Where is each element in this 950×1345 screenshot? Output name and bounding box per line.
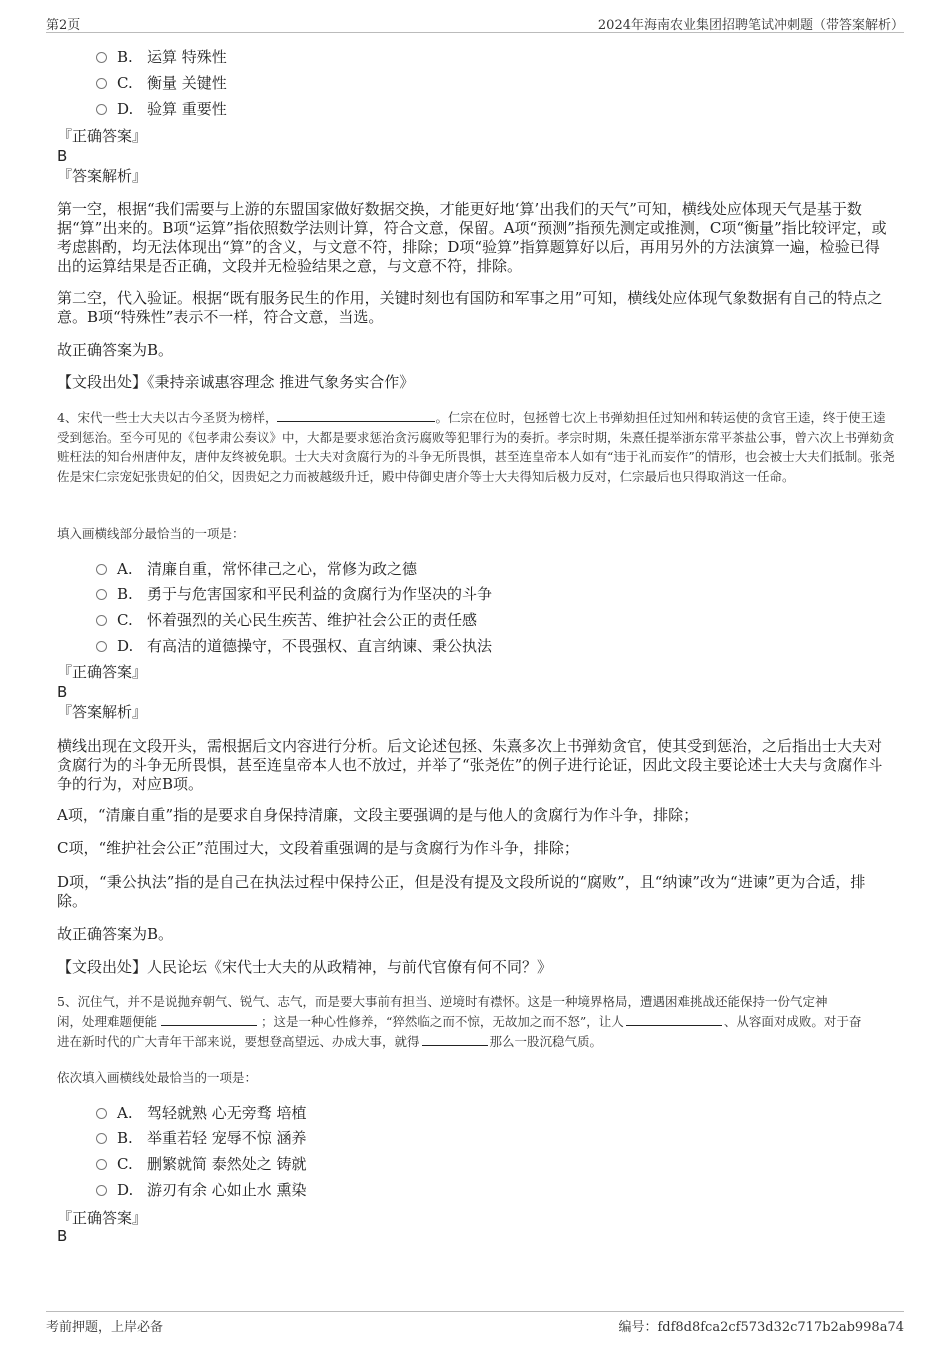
page-footer [46,1311,904,1336]
q5-option-c[interactable]: C. 删繁就简 泰然处之 铸就 [96,1153,307,1175]
q4-analysis-paragraph: A项，“清廉自重”指的是要求自身保持清廉，文段主要强调的是与他人的贪腐行为作斗争，排除； [57,806,699,824]
page-header [46,14,904,33]
q4-prompt: 填入画横线部分最恰当的一项是： [57,526,245,541]
fill-blank [277,409,435,422]
radio-icon[interactable] [96,1185,107,1196]
q5-option-d[interactable]: D. 游刃有余 心如止水 熏染 [96,1179,307,1201]
q4-option-a[interactable]: A. 清廉自重，常怀律己之心，常修为政之德 [96,558,417,580]
fill-blank [161,1013,257,1026]
q3-analysis-label: 『答案解析』 [57,167,148,185]
q5-option-b[interactable]: B. 举重若轻 宠辱不惊 涵养 [96,1127,307,1149]
q4-conclusion: 故正确答案为B。 [57,925,174,943]
q3-answer: B [57,147,68,165]
q4-analysis-paragraph: D项，“秉公执法”指的是自己在执法过程中保持公正，但是没有提及文段所说的“腐败”，且“纳谏”改为“进谏”更为合适，排除。 [57,873,866,910]
q5-answer: B [57,1227,68,1245]
q3-option-d[interactable]: D. 验算 重要性 [96,98,227,120]
q4-analysis-paragraph: C项，“维护社会公正”范围过大，文段着重强调的是与贪腐行为作斗争，排除； [57,839,579,857]
q3-analysis-paragraph: 第一空，根据“我们需要与上游的东盟国家做好数据交换，才能更好地‘算’出我们的天气”可知，横线处应体现天气是基于数据“算”出来的。B项“运算”指依照数学法则计算，符合文意，保留。A项“预测”指预先测定或推测，C项“衡量”指比较评定，或考虑斟酌，均无法体现出“算”的含义，与文意不符，排除；D项“验算”指算题算好以后，再用另外的方法演算一遍，检验已得出的运算结果是否正确，文段并无检验结果之意，与文意不符，排除。 [57,200,887,275]
q3-source: 【文段出处】《秉持亲诚惠容理念 推进气象务实合作》 [57,373,415,391]
page-number: 第2页 [46,18,81,33]
radio-icon[interactable] [96,589,107,600]
q3-correct-answer-label: 『正确答案』 [57,127,148,145]
q5-prompt: 依次填入画横线处最恰当的一项是： [57,1070,258,1085]
q5-stem-line: 5、沉住气，并不是说抛弃朝气、锐气、志气，而是要大事前有担当、逆境时有襟怀。这是一种境界格局，遭遇困难挑战还能保持一份气定神 [57,994,828,1009]
q4-option-d[interactable]: D. 有高洁的道德操守，不畏强权、直言纳谏、秉公执法 [96,635,492,657]
q3-option-c[interactable]: C. 衡量 关键性 [96,72,227,94]
q5-correct-answer-label: 『正确答案』 [57,1209,148,1227]
q4-analysis-label: 『答案解析』 [57,703,148,721]
q3-conclusion: 故正确答案为B。 [57,341,174,359]
radio-icon[interactable] [96,52,107,63]
radio-icon[interactable] [96,1108,107,1119]
q4-analysis-paragraph: 横线出现在文段开头，需根据后文内容进行分析。后文论述包拯、朱熹多次上书弹劾贪官，使其受到惩治，之后指出士大夫对贪腐行为的斗争无所畏惧，甚至连皇帝本人也不放过，并举了“张尧佐”的例子进行论证，因此文段主要论述士大夫与贪腐作斗争的行为，对应B项。 [57,737,883,793]
radio-icon[interactable] [96,78,107,89]
q3-analysis-paragraph: 第二空，代入验证。根据“既有服务民生的作用，关键时刻也有国防和军事之用”可知，横线处应体现气象数据有自己的特点之意。B项“特殊性”表示不一样，符合文意，当选。 [57,289,883,326]
fill-blank [626,1013,722,1026]
fill-blank [422,1033,488,1046]
radio-icon[interactable] [96,1159,107,1170]
q4-option-b[interactable]: B. 勇于与危害国家和平民利益的贪腐行为作坚决的斗争 [96,583,492,605]
q5-option-a[interactable]: A. 驾轻就熟 心无旁骛 培植 [96,1102,307,1124]
radio-icon[interactable] [96,564,107,575]
footer-slogan: 考前押题，上岸必备 [46,1320,164,1335]
q4-source: 【文段出处】人民论坛《宋代士大夫的从政精神，与前代官僚有何不同？》 [57,958,553,976]
radio-icon[interactable] [96,615,107,626]
q4-correct-answer-label: 『正确答案』 [57,663,148,681]
radio-icon[interactable] [96,1133,107,1144]
q3-option-b[interactable]: B. 运算 特殊性 [96,46,227,68]
q5-stem-line: 闲，处理难题便能 ；这是一种心性修养，“猝然临之而不惊，无故加之而不怒”，让人 、从容面对成败。对于奋 [57,1014,862,1029]
q5-stem-line: 进在新时代的广大青年干部来说，要想登高望远、办成大事，就得 那么一股沉稳气质。 [57,1034,603,1049]
q4-stem: 4、宋代一些士大夫以古今圣贤为榜样， 。仁宗在位时，包拯曾七次上书弹劾担任过知州和转运使的贪官王逵，终于使王逵受到惩治。至今可见的《包孝肃公奏议》中，大都是要求惩治贪污腐败等犯罪行为的奏折。孝宗时期，朱熹任提举浙东常平茶盐公事，曾六次上书弹劾贪赃枉法的知台州唐仲友，唐仲友终被免职。士大夫对贪腐行为的斗争无所畏惧，甚至连皇帝本人如有“违于礼而妄作”的情形，也会被士大夫们抵制。张尧佐是宋仁宗宠妃张贵妃的伯父，因贵妃之力而被越级升迁，殿中侍御史唐介等士大夫得知后极力反对，仁宗最后也只得取消这一任命。 [57,410,895,484]
q4-option-c[interactable]: C. 怀着强烈的关心民生疾苦、维护社会公正的责任感 [96,609,477,631]
document-title: 2024年海南农业集团招聘笔试冲刺题（带答案解析） [597,18,904,33]
radio-icon[interactable] [96,641,107,652]
radio-icon[interactable] [96,104,107,115]
q4-answer: B [57,683,68,701]
document-id: 编号：fdf8d8fca2cf573d32c717b2ab998a74 [618,1320,904,1335]
